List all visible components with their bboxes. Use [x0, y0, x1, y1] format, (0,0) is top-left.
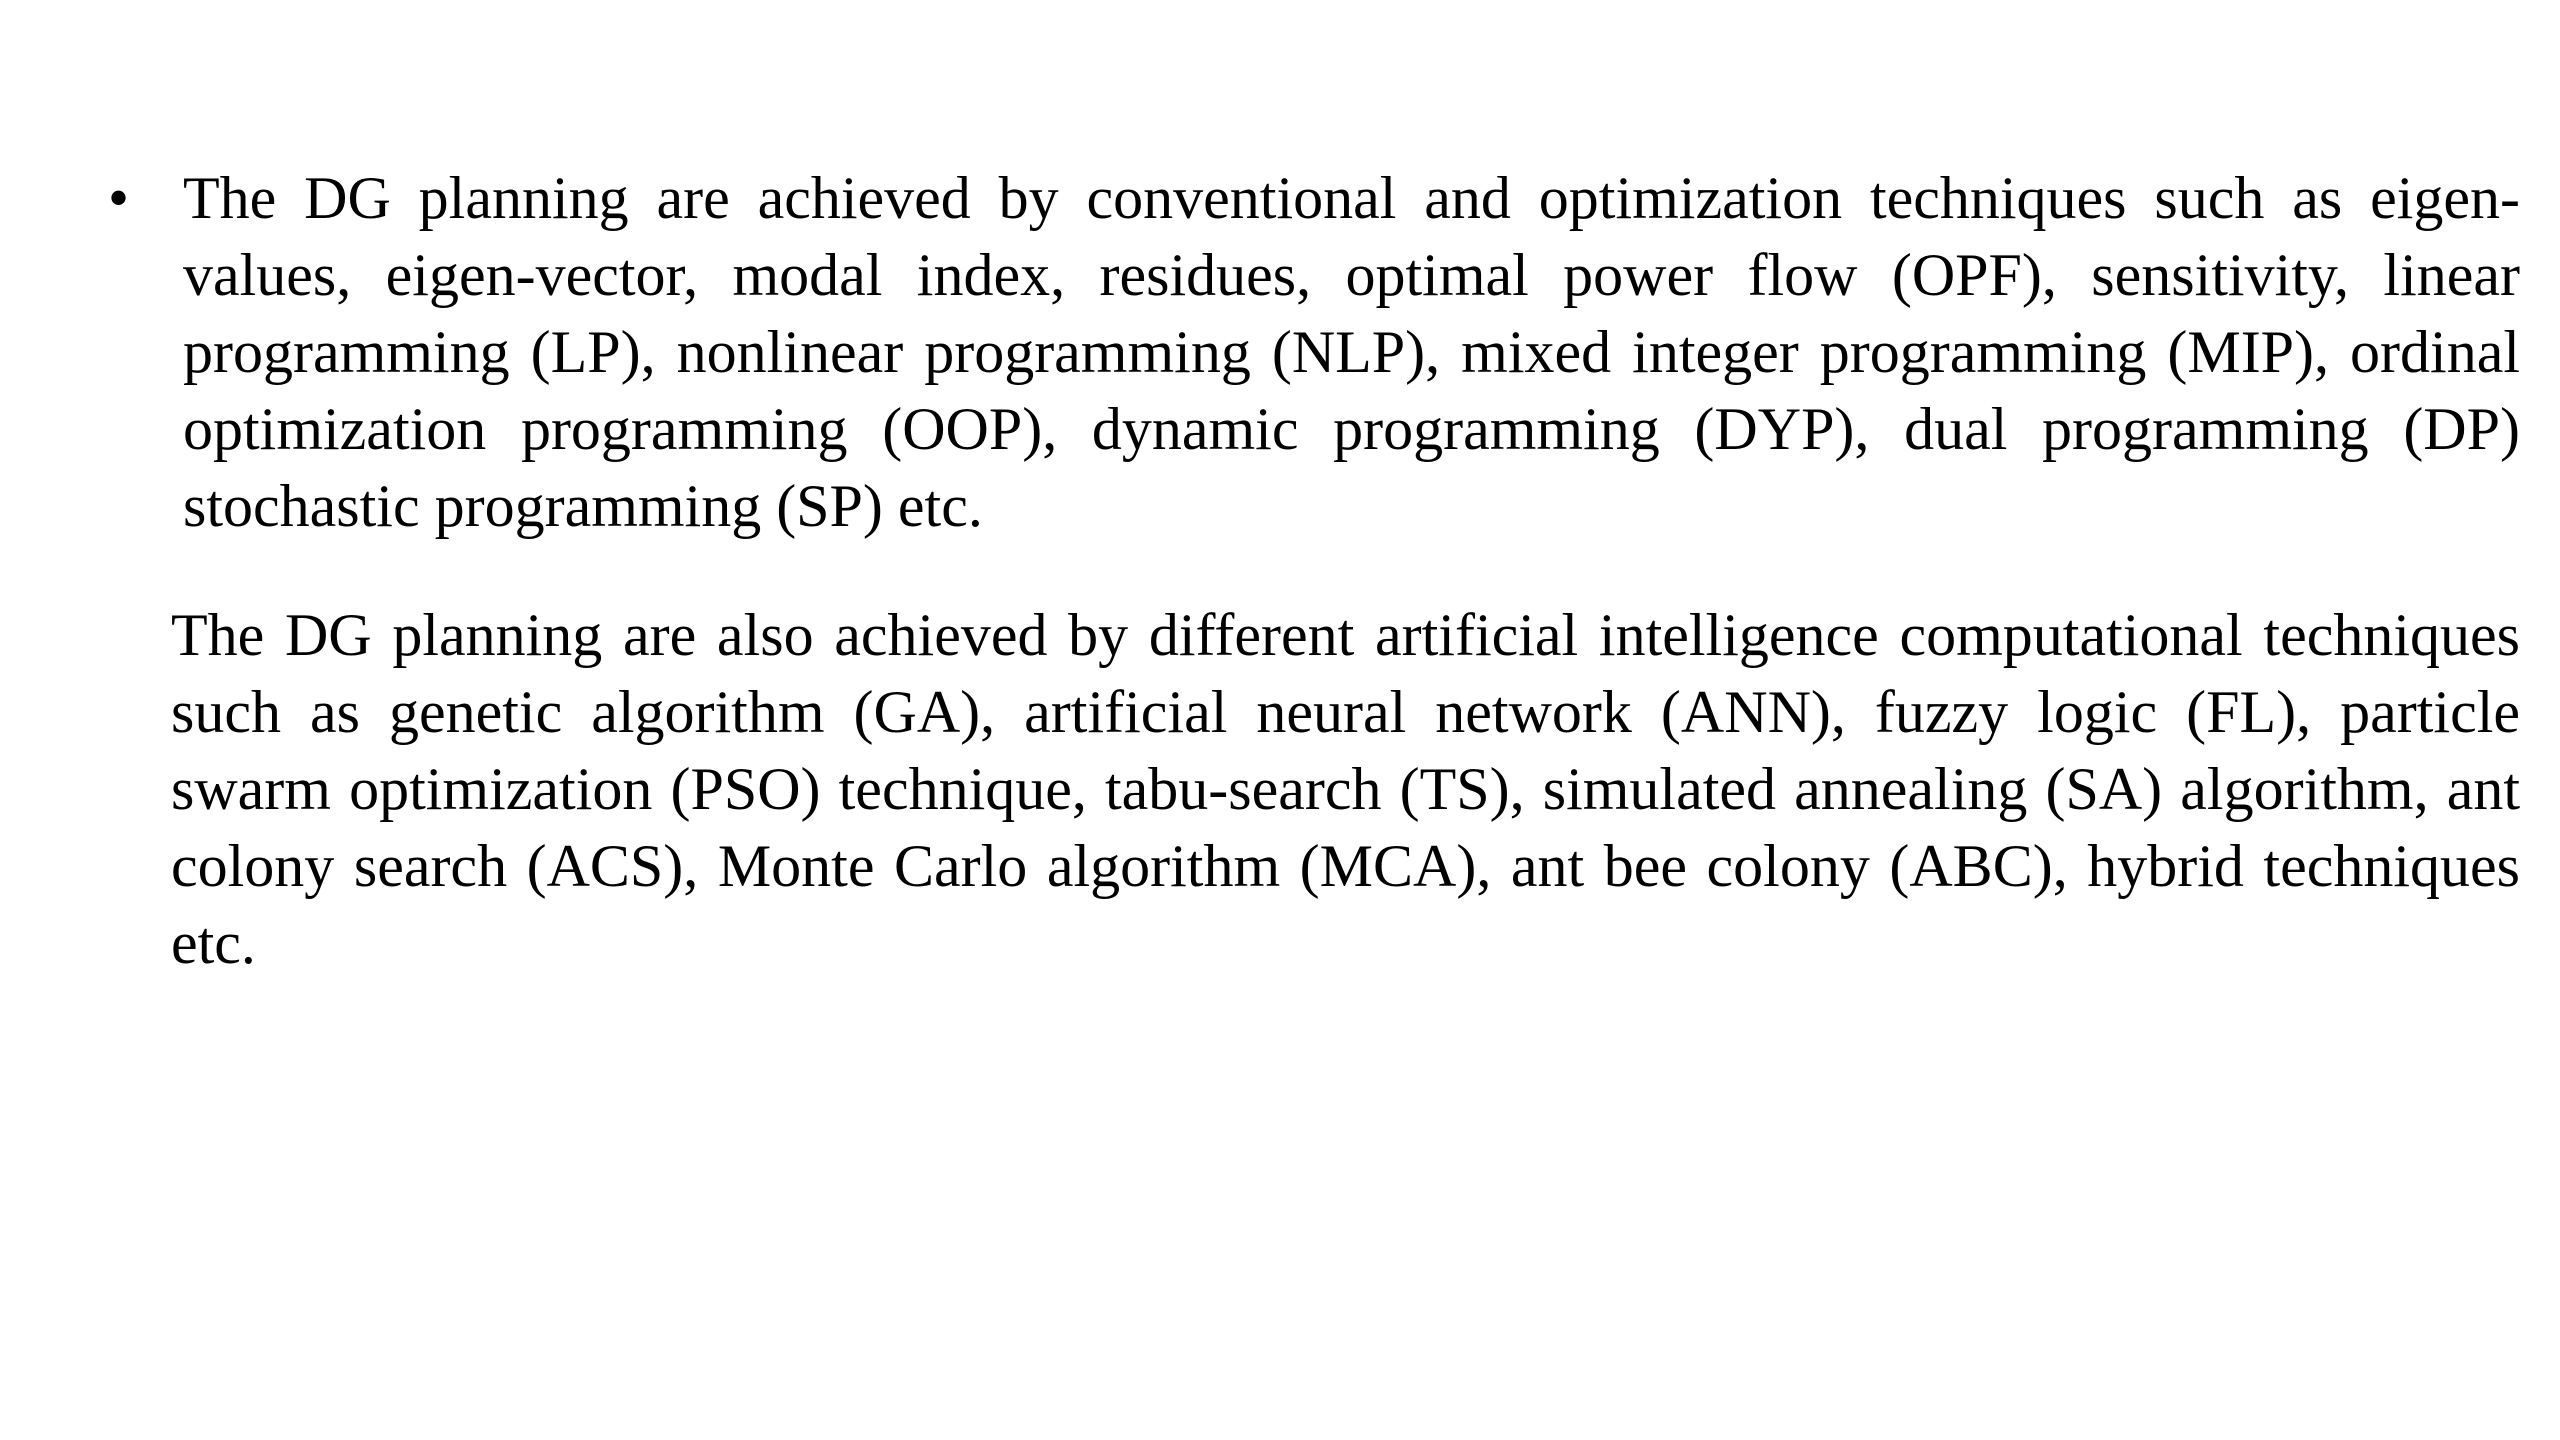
bullet-item: [100, 160, 2520, 545]
bullet-text: The DG planning are achieved by conventional and optimization techniques such as eigen-values, eigen-vector, modal index, residues, optimal power flow (OPF), sensitivity, linear programming (LP), nonlinear programming (NLP), mixed integer programming (MIP), ordinal optimization programming (OOP), dynamic programming (DYP), dual programming (DP) stochastic programming (SP) etc.: [183, 165, 2520, 539]
bullet-icon: •: [108, 165, 130, 231]
paragraph-text: The DG planning are also achieved by different artificial intelligence computational techniques such as genetic algorithm (GA), artificial neural network (ANN), fuzzy logic (FL), particle swarm optimization (PSO) technique, tabu-search (TS), simulated annealing (SA) algorithm, ant colony search (ACS), Monte Carlo algorithm (MCA), ant bee colony (ABC), hybrid techniques etc.: [171, 602, 2520, 976]
